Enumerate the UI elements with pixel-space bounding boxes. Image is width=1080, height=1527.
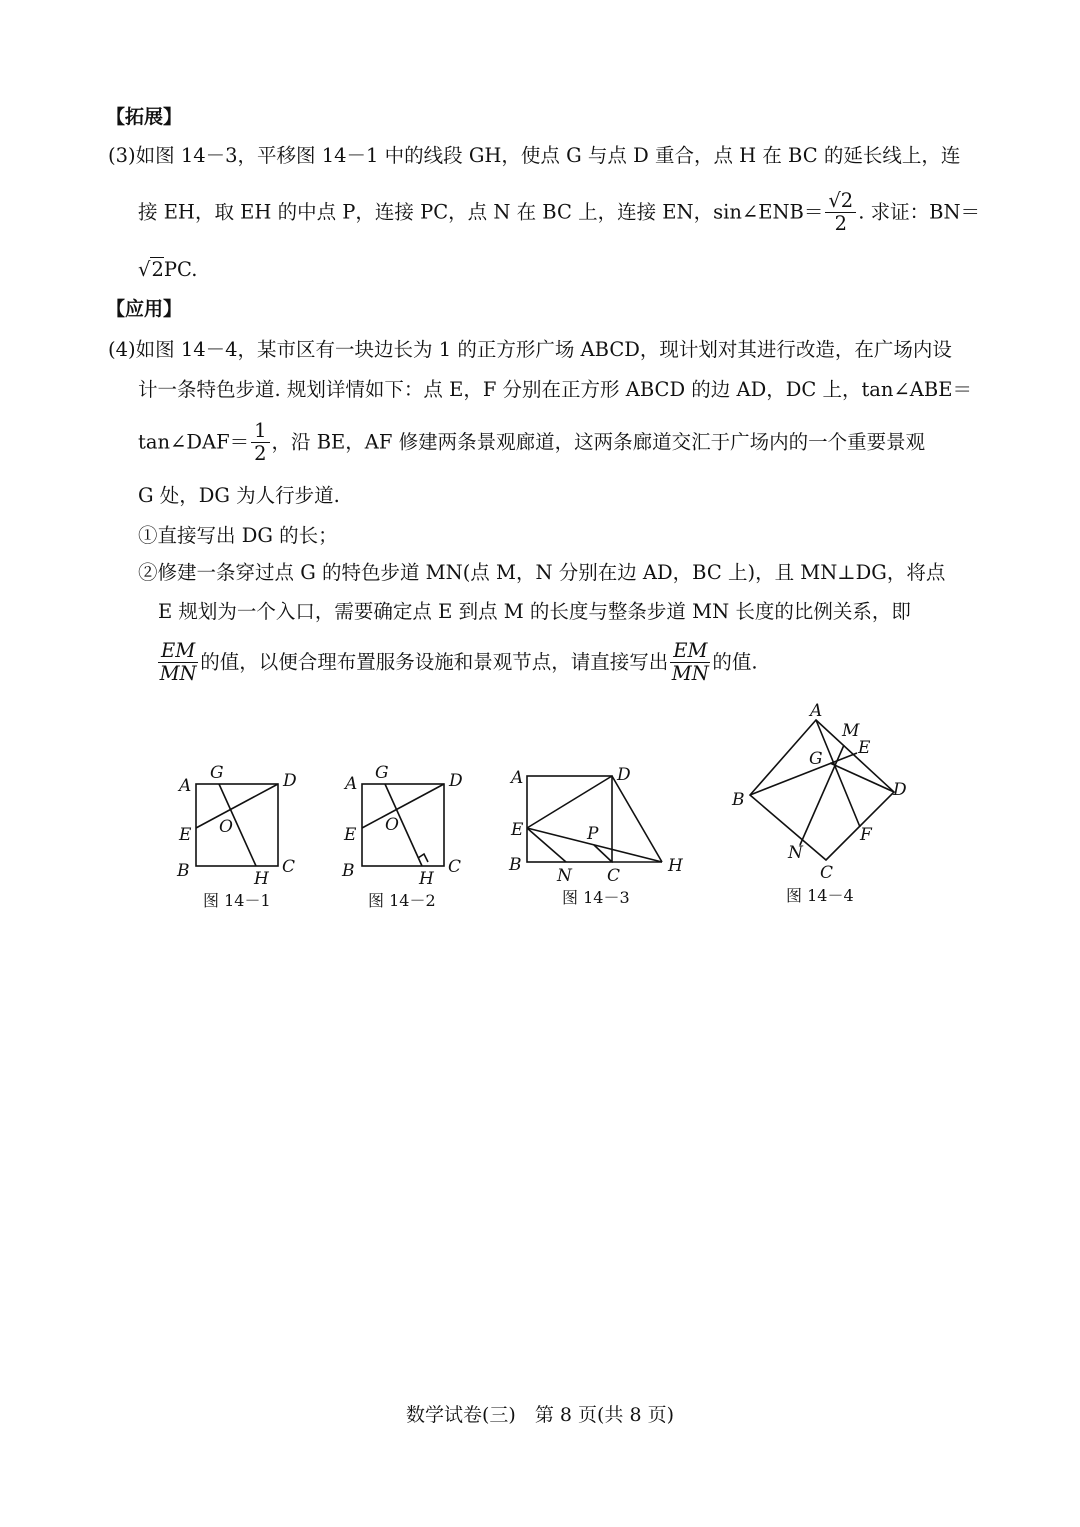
point-label-o: O (385, 815, 399, 835)
point-label-g: G (375, 763, 389, 783)
fraction-numerator: √2 (825, 190, 856, 213)
point-label-b: B (509, 855, 522, 875)
question-3-line-1: (3)如图 14－3，平移图 14－1 中的线段 GH，使点 G 与点 D 重合，点 H 在 BC 的延长线上，连 (108, 144, 961, 167)
sub-question-2-line-2: E 规划为一个入口，需要确定点 E 到点 M 的长度与整条步道 MN 长度的比例关系，即 (158, 600, 911, 623)
question-4-line-4: G 处，DG 为人行步道. (138, 484, 340, 507)
fraction-denominator: 2 (834, 212, 847, 236)
sub-question-2-line-3-mid: 的值，以便合理布置服务设施和景观节点，请直接写出 (200, 650, 669, 674)
point-label-e: E (344, 825, 357, 845)
point-label-h: H (668, 856, 683, 876)
fraction-denominator: MN (671, 662, 709, 686)
point-label-p: P (587, 824, 599, 844)
section-heading-expand: 【拓展】 (106, 106, 183, 128)
segment-ed (196, 784, 278, 828)
figures-diagram (0, 690, 1080, 930)
figure-caption: 图 14－4 (786, 886, 854, 905)
segment-ed (527, 776, 612, 828)
segment-ed (362, 784, 444, 828)
point-label-e: E (179, 825, 192, 845)
figure-caption: 图 14－3 (562, 888, 630, 907)
point-label-a: A (511, 768, 524, 788)
question-3-line-3-post: PC. (163, 258, 198, 281)
fraction-denominator: MN (159, 662, 197, 686)
point-label-g: G (210, 763, 224, 783)
fraction-em-over-mn (158, 640, 198, 686)
point-label-n: N (788, 843, 803, 863)
point-label-e: E (511, 820, 524, 840)
point-label-d: D (893, 780, 907, 800)
fraction-em-over-mn (670, 640, 710, 686)
point-label-m: M (842, 721, 860, 741)
point-label-g: G (809, 749, 823, 769)
sub-question-1: ①直接写出 DG 的长； (138, 524, 338, 547)
point-label-a: A (810, 701, 823, 721)
page-footer: 数学试卷(三) 第 8 页(共 8 页) (406, 1404, 674, 1426)
section-heading-apply: 【应用】 (106, 298, 183, 320)
fraction-numerator: EM (158, 640, 198, 663)
sqrt-radicand: 2 (151, 258, 164, 281)
square-abcd (750, 720, 894, 860)
question-4-line-3-post: ，沿 BE，AF 修建两条景观廊道，这两条廊道交汇于广场内的一个重要景观 (271, 430, 926, 454)
sub-question-2-line-3 (156, 640, 758, 686)
question-4-line-1: (4)如图 14－4，某市区有一块边长为 1 的正方形广场 ABCD，现计划对其进行改造，在广场内设 (108, 338, 952, 361)
point-label-n: N (557, 866, 572, 886)
question-4-line-3-pre: tan∠DAF＝ (138, 430, 250, 454)
point-label-e: E (858, 738, 871, 758)
point-label-b: B (342, 861, 355, 881)
fraction-sqrt2-over-2 (825, 190, 856, 236)
sub-question-2-line-3-end: 的值. (712, 650, 758, 674)
point-label-c: C (607, 866, 621, 886)
point-label-o: O (219, 817, 233, 837)
segment-dh (612, 776, 662, 862)
figure-14-3 (527, 776, 662, 862)
point-label-c: C (820, 863, 834, 883)
point-label-d: D (283, 771, 297, 791)
fraction-numerator: 1 (251, 420, 269, 443)
question-4-line-2: 计一条特色步道. 规划详情如下：点 E，F 分别在正方形 ABCD 的边 AD，DC 上，tan∠ABE＝ (138, 378, 972, 401)
point-label-b: B (177, 861, 190, 881)
sub-question-2-line-1: ②修建一条穿过点 G 的特色步道 MN(点 M，N 分别在边 AD，BC 上)，且 MN⊥DG，将点 (138, 561, 946, 584)
point-label-c: C (282, 857, 296, 877)
question-3-line-3 (138, 260, 197, 280)
point-label-d: D (449, 771, 463, 791)
point-label-a: A (179, 776, 192, 796)
figure-14-4 (750, 720, 894, 860)
point-label-a: A (345, 774, 358, 794)
fraction-one-half (251, 420, 269, 466)
question-4-line-3 (138, 420, 925, 466)
fraction-denominator: 2 (254, 442, 267, 466)
question-3-line-2-pre: 接 EH，取 EH 的中点 P，连接 PC，点 N 在 BC 上，连接 EN，sin∠ENB＝ (138, 200, 824, 224)
sqrt-icon: √ (138, 258, 151, 281)
fraction-numerator: EM (670, 640, 710, 663)
figure-14-1 (196, 784, 278, 866)
question-3-line-2 (138, 190, 980, 236)
question-3-line-2-post: . 求证：BN＝ (858, 200, 981, 224)
figure-caption: 图 14－1 (203, 891, 271, 910)
point-label-b: B (732, 790, 745, 810)
segment-be (750, 753, 857, 795)
point-label-c: C (448, 857, 462, 877)
point-label-h: H (254, 869, 269, 889)
point-label-h: H (419, 869, 434, 889)
point-label-d: D (617, 765, 631, 785)
point-label-f: F (860, 825, 872, 845)
figure-caption: 图 14－2 (368, 891, 436, 910)
figure-14-2 (362, 784, 444, 866)
